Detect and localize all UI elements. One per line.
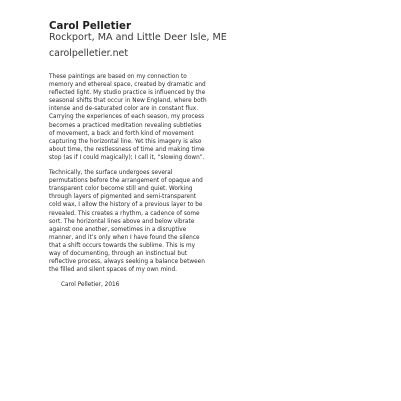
artist-statement [49, 73, 207, 289]
artist-location: Rockport, MA and Little Deer Isle, ME [49, 32, 227, 43]
artist-website: carolpelletier.net [49, 48, 128, 59]
statement-signature: Carol Pelletier, 2016 [61, 282, 120, 289]
artist-name: Carol Pelletier [49, 21, 131, 32]
artist-statement-page [49, 21, 227, 289]
statement-paragraph-2: Technically, the surface undergoes several permutations before the arrangement of opaque and transparent color become still and quiet. Working through layers of pigmented and semi-transparent cold wax, I allow the history of a previous layer to be revealed. This creates a rhythm, a cadence of some sort. The horizontal lines above and below vibrate against one another, sometimes in a disruptive manner, and it’s only when I have found the silence that a shift occurs towards the sublime. This is my way of documenting, through an instinctual but reflective process, always seeking a balance between the filled and silent spaces of my own mind. [49, 170, 205, 274]
statement-paragraph-1: These paintings are based on my connection to memory and ethereal space, created by dramatic and reflected light. My studio practice is influenced by the seasonal shifts that occur in New England, where both intense and de-saturated color are in constant flux. Carrying the experiences of each season, my process becomes a practiced meditation revealing subtleties of movement, a back and forth kind of movement capturing the horizontal line. Yet this imagery is also about time, the restlessness of time and making time stop (as if I could magically); I call it, “slowing down”. [49, 74, 207, 161]
